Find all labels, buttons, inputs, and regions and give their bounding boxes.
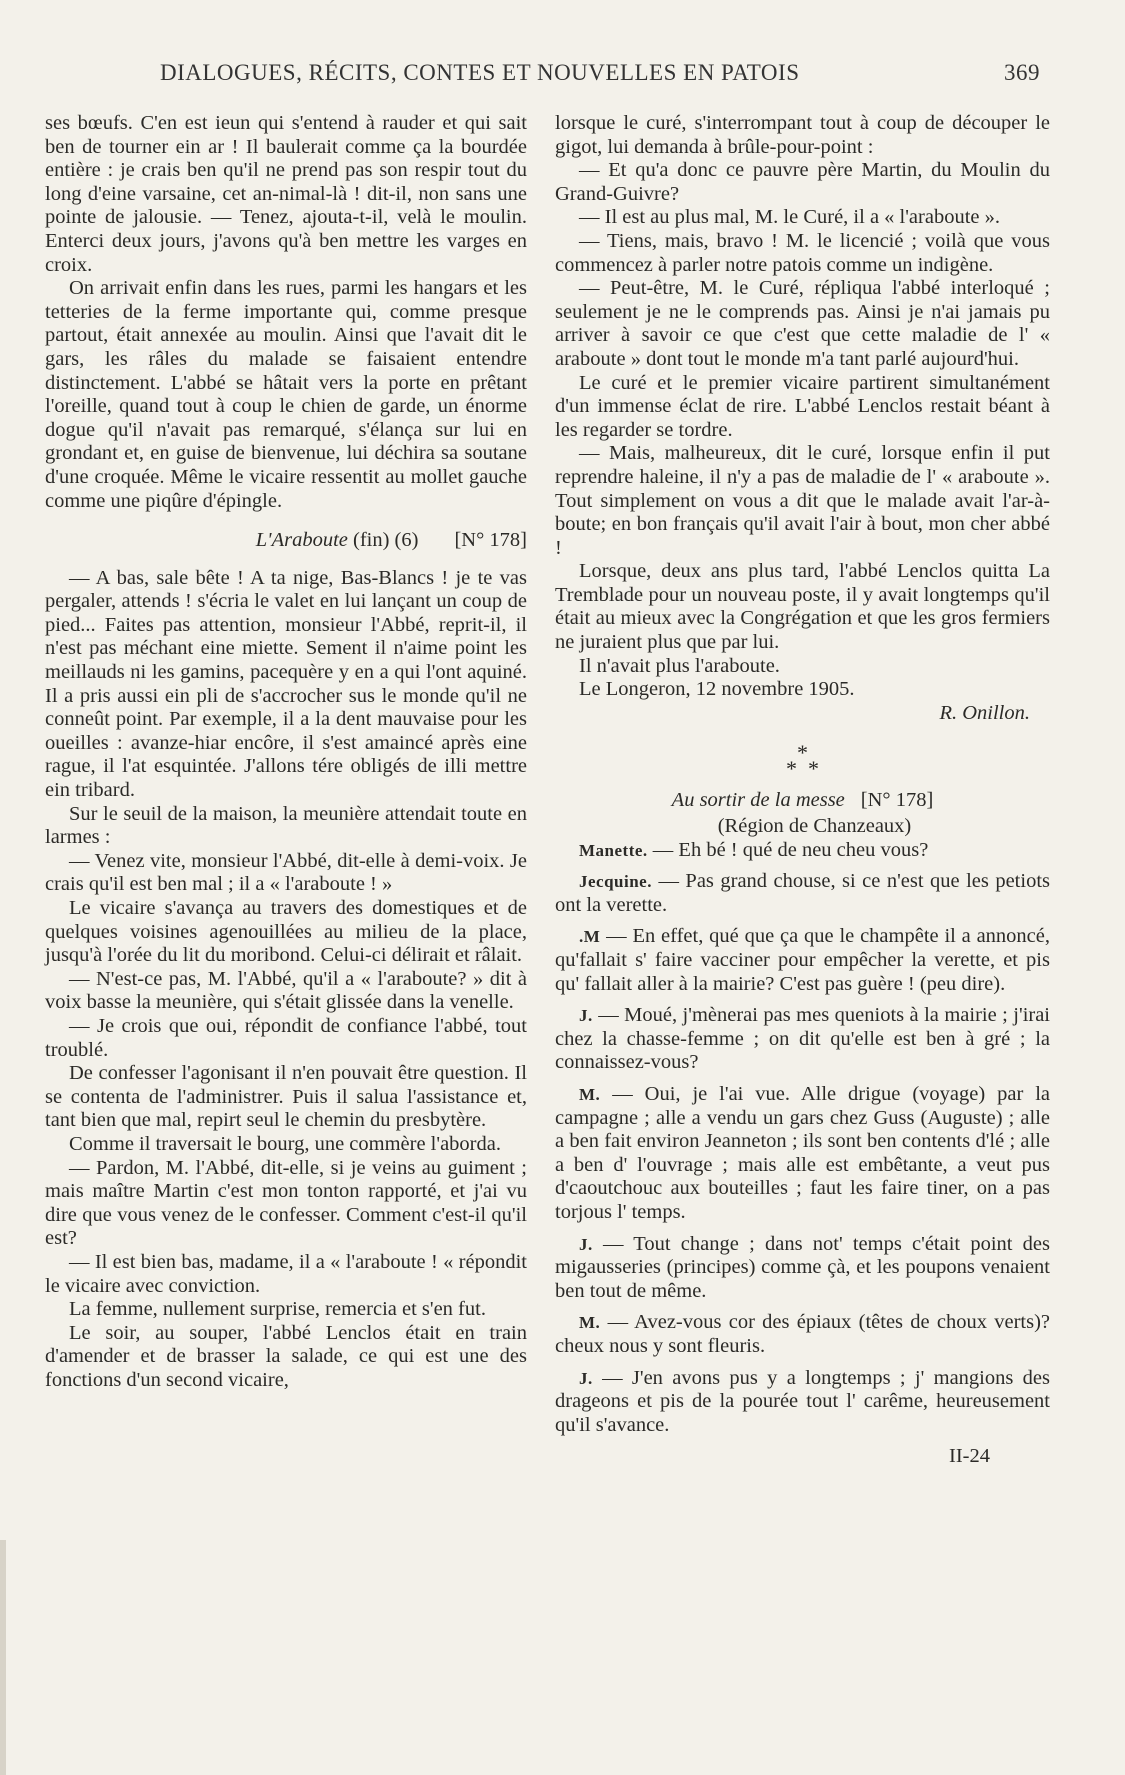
paragraph: — Venez vite, monsieur l'Abbé, dit-elle à demi-voix. Je crais qu'il est ben mal ; il a « l'araboute ! » — [45, 849, 527, 896]
dialogue-line — [555, 925, 1050, 996]
dialogue-line — [555, 870, 1050, 917]
speaker-name: J. — [579, 1006, 593, 1026]
paragraph: — Mais, malheureux, dit le curé, lorsque enfin il put reprendre haleine, il n'y a pas de maladie de l' « araboute ». Tout simplement on vous a dit que le malade avait l'ar-à-boute; en bon français qu'il avait l'air à bout, mon cher abbé ! — [555, 442, 1050, 559]
section-ref: [N° 178] — [860, 789, 934, 812]
dialogue-line — [555, 839, 1050, 863]
speaker-name: Jecquine. — [579, 872, 652, 892]
region-subtitle: (Région de Chanzeaux) — [717, 815, 912, 838]
paragraph: Sur le seuil de la maison, la meunière attendait toute en larmes : — [45, 802, 527, 849]
paragraph: — N'est-ce pas, M. l'Abbé, qu'il a « l'araboute? » dit à voix basse la meunière, qui s'était glissée dans la venelle. — [45, 967, 527, 1014]
running-title: DIALOGUES, RÉCITS, CONTES ET NOUVELLES EN PATOIS — [160, 60, 800, 85]
paragraph: — Pardon, M. l'Abbé, dit-elle, si je veins au guiment ; mais maître Martin c'est mon tonton rapporté, et j'ai vu dire que vous venez de le confesser. Comment c'est-il qu'il est? — [45, 1156, 527, 1250]
paragraph: Comme il traversait le bourg, une commère l'aborda. — [69, 1132, 501, 1155]
dialogue-line — [555, 1311, 1050, 1358]
paragraph: — Tiens, mais, bravo ! M. le licencié ; voilà que vous commencez à parler notre patois comme un indigène. — [555, 229, 1050, 276]
running-header — [160, 60, 1040, 92]
section-heading — [555, 789, 1050, 813]
speaker-name: .M — [579, 927, 601, 947]
paragraph: — Il est au plus mal, M. le Curé, il a « l'araboute ». — [579, 206, 1001, 229]
dialogue-text: — Pas grand chouse, si ce n'est que les petiots ont la verette. — [555, 870, 1050, 916]
left-column — [45, 112, 527, 1392]
paragraph: — A bas, sale bête ! A ta nige, Bas-Blancs ! je te vas pergaler, attends ! s'écria le valet en lui lançant un coup de pied... Faites pas attention, monsieur l'Abbé, reprit-il, il n'est pas méchant eine miette. Sement il n'aime point les meillauds ni les gamins, pacequère y en a qui l'ont aquiné. Il a pris aussi ein pli de s'accrocher sus le monde qu'il ne conneût point. Par exemple, il a la dent mauvaise pour les oueilles : avanze-hiar encôre, il s'est amaincé après eine rague, il l'at esquintée. J'allons tére obligés de illi mettre ein tribard. — [45, 566, 527, 802]
dialogue-line — [555, 1367, 1050, 1438]
section-suffix: (fin) (6) — [353, 529, 419, 552]
speaker-name: Manette. — [579, 840, 648, 860]
paragraph: — Je crois que oui, répondit de confiance l'abbé, tout troublé. — [45, 1014, 527, 1061]
paragraph: Le vicaire s'avança au travers des domestiques et de quelques voisines agenouillées au milieu de la place, jusqu'à l'orée du lit du moribond. Celui-ci délirait et râlait. — [45, 897, 527, 967]
paragraph: Il n'avait plus l'araboute. — [579, 654, 780, 677]
author-signature: R. Onillon. — [939, 701, 1030, 724]
binding-edge — [0, 1540, 6, 1775]
dialogue-list — [555, 839, 1050, 1438]
signature-mark: II-24 — [949, 1445, 990, 1468]
dialogue-text: — Avez-vous cor des épiaux (têtes de choux verts)? cheux nous y sont fleuris. — [555, 1311, 1051, 1357]
paragraph: Lorsque, deux ans plus tard, l'abbé Lenclos quitta La Tremblade pour un nouveau poste, il y avait longtemps qu'il était au mieux avec la Congrégation et que les gros fermiers ne juraient plus que par lui. — [555, 560, 1050, 654]
page-number: 369 — [1004, 60, 1040, 85]
dialogue-line — [555, 1004, 1050, 1075]
dialogue-text: — Tout change ; dans not' temps c'était point des migausseries (principes) comme çà, et les poupons venaient ben tout de même. — [555, 1232, 1051, 1302]
date-line: Le Longeron, 12 novembre 1905. — [579, 678, 855, 701]
section-title: L'Araboute — [255, 529, 348, 552]
asterism — [555, 740, 1050, 782]
asterism-star: * — [797, 740, 808, 766]
paragraph: ses bœufs. C'en est ieun qui s'entend à rauder et qui sait ben de tourner ein ar ! Il baulerait comme ça la bourdée entière : je crais ben qu'il ne prend pas son respir tout du long d'eine varsaine, cet an-nimal-là ! dit-il, non sans une pointe de jalousie. — Tenez, ajouta-t-il, velà le moulin. Enterci deux jours, j'avons qu'à ben mettre les varges en croix. — [45, 112, 527, 276]
section-ref: [N° 178] — [454, 529, 527, 552]
section-heading — [45, 529, 527, 553]
paragraph: — Il est bien bas, madame, il a « l'araboute ! « répondit le vicaire avec conviction. — [45, 1250, 527, 1297]
dialogue-text: — En effet, qué que ça que le champête il a annoncé, qu'fallait s' faire vacciner pour empêcher la verette, et pis qu' fallait aller à la mairie? C'est pas guère ! (peu dire). — [555, 925, 1051, 995]
paragraph: — Peut-être, M. le Curé, répliqua l'abbé interloqué ; seulement je ne le comprends pas. Ainsi je n'ai jamais pu arriver à savoir ce que c'est que cette maladie de l' « araboute » dont tout le monde m'a tant parlé aujourd'hui. — [555, 277, 1050, 370]
dialogue-text: — Eh bé ! qué de neu cheu vous? — [652, 838, 929, 861]
speaker-name: M. — [579, 1313, 601, 1333]
section-title: Au sortir de la messe — [671, 789, 845, 812]
paragraph: Le curé et le premier vicaire partirent simultanément d'un immense éclat de rire. L'abbé Lenclos restait béant à les regarder se tordre. — [555, 371, 1050, 441]
asterism-star: * — [786, 756, 797, 782]
paragraph: On arrivait enfin dans les rues, parmi les hangars et les tetteries de la ferme importante qui, comme presque partout, était annexée au moulin. Ainsi que l'avait dit le gars, les râles du malade se faisaient entendre distinctement. L'abbé se hâtait vers la porte en prêtant l'oreille, quand tout à coup le chien de garde, un énorme dogue qu'il n'avait pas remarqué, s'élança sur lui en grondant et, en guise de bienvenue, lui déchira sa soutane d'une croquée. Même le vicaire ressentit au mollet gauche comme une piqûre d'épingle. — [45, 277, 527, 512]
dialogue-text: — J'en avons pus y a longtemps ; j' mangions des drageons et pis de la pourée tout l' carême, heureusement qu'il s'avance. — [555, 1366, 1051, 1436]
speaker-name: J. — [579, 1368, 593, 1388]
right-column — [555, 112, 1050, 1469]
dialogue-text: — Oui, je l'ai vue. Alle drigue (voyage) par la campagne ; alle a vendu un gars chez Guss (Auguste) ; alle a ben fait environ Jeanneton ; ils sont ben contents d'lé ; alle a ben d' l'ouvrage ; mais alle est embêtante, a veut pus d'caoutchouc aux bouteilles ; faut les faire tiner, on a pas torjous l' temps. — [555, 1082, 1051, 1223]
speaker-name: J. — [579, 1234, 593, 1254]
paragraph: Le soir, au souper, l'abbé Lenclos était en train d'amender et de brasser la salade, ce qui est une des fonctions d'un second vicaire, — [45, 1321, 527, 1391]
dialogue-line — [555, 1233, 1050, 1304]
asterism-star: * — [808, 756, 819, 782]
dialogue-text: — Moué, j'mènerai pas mes queniots à la mairie ; j'irai chez la chasse-femme ; on dit qu'elle est ben à gré ; la connaissez-vous? — [555, 1004, 1051, 1074]
dialogue-line — [555, 1083, 1050, 1225]
paragraph: — Et qu'a donc ce pauvre père Martin, du Moulin du Grand-Guivre? — [555, 159, 1050, 205]
paragraph: La femme, nullement surprise, remercia et s'en fut. — [69, 1298, 486, 1321]
paragraph: De confesser l'agonisant il n'en pouvait être question. Il se contenta de l'administrer. Puis il salua l'assistance et, tant bien que mal, repirt seul le chemin du presbytère. — [45, 1062, 527, 1132]
speaker-name: M. — [579, 1084, 601, 1104]
paragraph: lorsque le curé, s'interrompant tout à coup de découper le gigot, lui demanda à brûle-pour-point : — [555, 112, 1050, 158]
